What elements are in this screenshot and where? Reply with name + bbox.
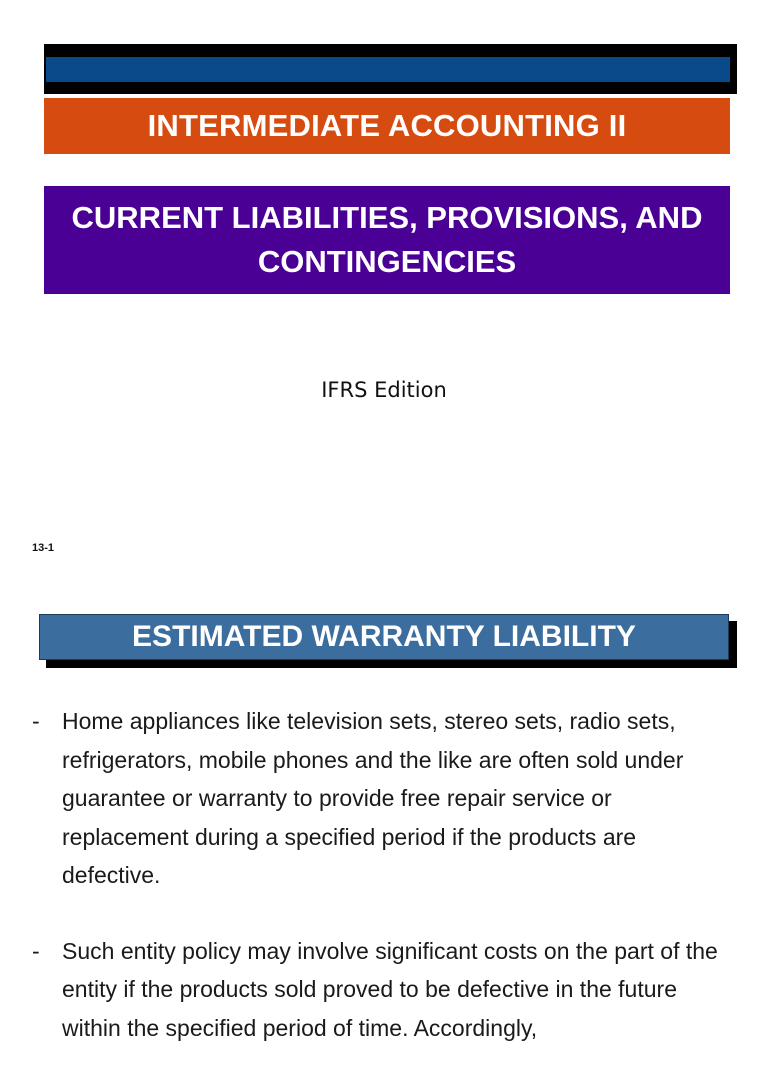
bullet-marker: - <box>32 937 40 964</box>
slide-number: 13-1 <box>32 542 55 554</box>
bullet-list <box>32 702 732 1084</box>
course-title: INTERMEDIATE ACCOUNTING II <box>147 108 627 143</box>
bullet-text: Such entity policy may involve significant costs on the part of the entity if the products sold proved to be defective in the future within the specified period of time. Accordingly, <box>62 937 718 1041</box>
bullet-item <box>32 702 732 895</box>
bullet-marker: - <box>32 708 40 734</box>
chapter-title-banner <box>44 186 730 294</box>
bullet-text: Home appliances like television sets, stereo sets, radio sets, refrigerators, mobile phones and the like are often sold under guarantee or warranty to provide free repair service or replacement during a specified period if the products are defective. <box>62 708 684 888</box>
top-decorative-bar-fill <box>46 57 730 82</box>
section-heading: ESTIMATED WARRANTY LIABILITY <box>132 620 636 653</box>
bullet-item <box>32 932 732 1048</box>
section-header <box>39 614 729 660</box>
edition-label: IFRS Edition <box>321 378 447 402</box>
chapter-title: CURRENT LIABILITIES, PROVISIONS, AND CONTINGENCIES <box>71 200 703 279</box>
course-title-banner <box>44 98 730 154</box>
